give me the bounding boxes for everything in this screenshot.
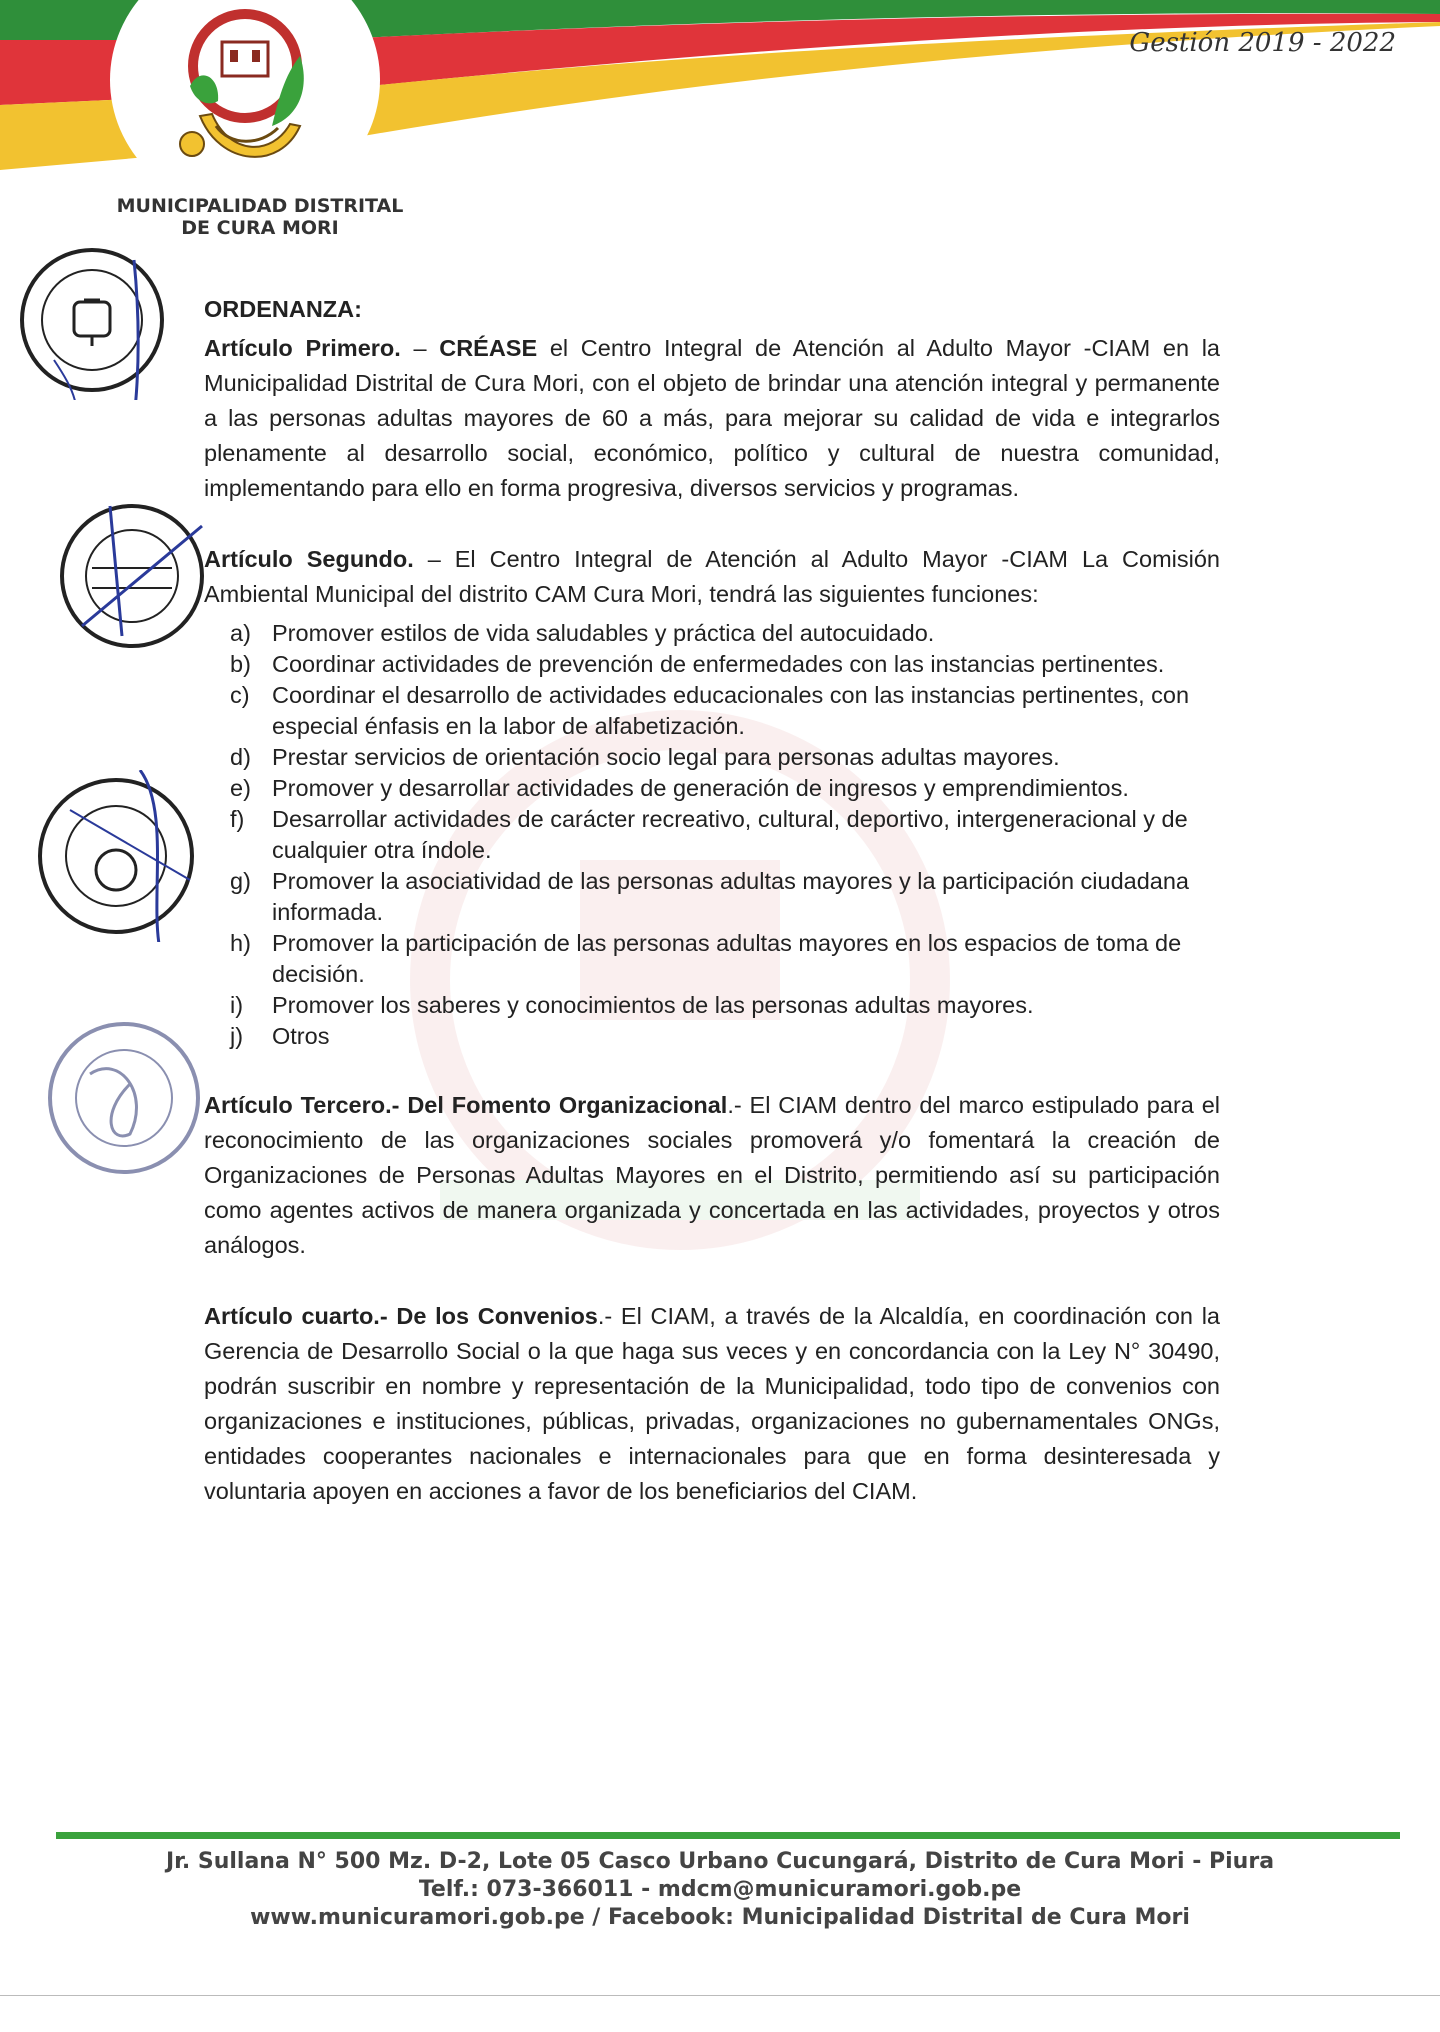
list-item bbox=[230, 618, 1220, 649]
article-third-label: Artículo Tercero.- Del Fomento Organizacional bbox=[204, 1092, 728, 1118]
article-first-sep: – bbox=[400, 335, 440, 361]
article-third-text: .- El CIAM dentro del marco estipulado para el reconocimiento de las organizaciones sociales promoverá y/o fomentará la creación de Organizaciones de Personas Adultas Mayores en el Distrito, permitiendo así su participación como agentes activos de manera organizada y concertada en las actividades, proyectos y otros análogos. bbox=[204, 1092, 1221, 1258]
article-second bbox=[204, 542, 1220, 612]
article-fourth bbox=[204, 1299, 1220, 1509]
list-item-text: Desarrollar actividades de carácter recreativo, cultural, deportivo, intergeneracional y de cualquier otra índole. bbox=[272, 806, 1188, 863]
footer-divider bbox=[56, 1832, 1400, 1839]
municipal-logo bbox=[160, 6, 330, 176]
list-item bbox=[230, 649, 1220, 680]
stamp-gerencia-municipal bbox=[52, 496, 212, 656]
list-item bbox=[230, 742, 1220, 773]
list-item-text: Promover los saberes y conocimientos de las personas adultas mayores. bbox=[272, 992, 1034, 1018]
footer-phone-email: Telf.: 073-366011 - mdcm@municuramori.gob.pe bbox=[418, 1877, 1022, 1902]
article-first-strong: CRÉASE bbox=[439, 335, 538, 361]
stamp-alcaldia bbox=[14, 240, 170, 400]
article-second-text: – El Centro Integral de Atención al Adulto Mayor -CIAM La Comisión Ambiental Municipal del distrito CAM Cura Mori, tendrá las siguientes funciones: bbox=[204, 546, 1220, 607]
bottom-rule bbox=[0, 1995, 1440, 1996]
list-marker: b) bbox=[230, 651, 251, 677]
article-third bbox=[204, 1088, 1220, 1263]
gestion-period: Gestión 2019 - 2022 bbox=[1129, 28, 1396, 58]
list-item-text: Coordinar actividades de prevención de enfermedades con las instancias pertinentes. bbox=[272, 651, 1165, 677]
municipality-name-line2: DE CURA MORI bbox=[181, 217, 339, 239]
list-item-text: Promover y desarrollar actividades de generación de ingresos y emprendimientos. bbox=[272, 775, 1129, 801]
list-item bbox=[230, 928, 1220, 990]
list-marker: j) bbox=[230, 1023, 244, 1049]
article-first bbox=[204, 331, 1220, 506]
list-marker: a) bbox=[230, 620, 251, 646]
list-marker: e) bbox=[230, 775, 251, 801]
ordinance-heading: ORDENANZA: bbox=[204, 296, 362, 322]
article-fourth-label: Artículo cuarto.- De los Convenios bbox=[204, 1303, 598, 1329]
list-item bbox=[230, 804, 1220, 866]
list-item bbox=[230, 680, 1220, 742]
list-marker: i) bbox=[230, 992, 244, 1018]
footer-address: Jr. Sullana N° 500 Mz. D-2, Lote 05 Casco Urbano Cucungará, Distrito de Cura Mori - Piura bbox=[165, 1849, 1275, 1874]
list-marker: f) bbox=[230, 806, 245, 832]
stamp-desarrollo-social bbox=[40, 1014, 208, 1182]
functions-list bbox=[204, 618, 1220, 1052]
list-marker: h) bbox=[230, 930, 251, 956]
list-item bbox=[230, 773, 1220, 804]
list-item bbox=[230, 866, 1220, 928]
ordinance-body bbox=[204, 292, 1220, 1509]
municipality-name-line1: MUNICIPALIDAD DISTRITAL bbox=[116, 195, 404, 217]
list-item-text: Otros bbox=[272, 1023, 330, 1049]
list-item-text: Promover la asociatividad de las personas adultas mayores y la participación ciudadana informada. bbox=[272, 868, 1190, 925]
list-marker: c) bbox=[230, 682, 250, 708]
footer-web-facebook: www.municuramori.gob.pe / Facebook: Municipalidad Distrital de Cura Mori bbox=[250, 1905, 1190, 1930]
list-item-text: Coordinar el desarrollo de actividades educacionales con las instancias pertinentes, con especial énfasis en la labor de alfabetización. bbox=[272, 682, 1190, 739]
article-fourth-text: .- El CIAM, a través de la Alcaldía, en coordinación con la Gerencia de Desarrollo Social o la que haga sus veces y en concordancia con la Ley N° 30490, podrán suscribir en nombre y representación de la Municipalidad, todo tipo de convenios con organizaciones e instituciones, públicas, privadas, organizaciones no gubernamentales ONGs, entidades cooperantes nacionales e internacionales para que en forma desinteresada y voluntaria apoyen en acciones a favor de los beneficiarios del CIAM. bbox=[204, 1303, 1220, 1504]
municipality-name bbox=[90, 195, 430, 239]
list-item-text: Promover la participación de las personas adultas mayores en los espacios de toma de decisión. bbox=[272, 930, 1182, 987]
list-item bbox=[230, 990, 1220, 1021]
stamp-asesoria-juridica bbox=[30, 770, 202, 942]
article-first-label: Artículo Primero. bbox=[204, 335, 401, 361]
footer-contact bbox=[0, 1848, 1440, 1932]
list-item bbox=[230, 1021, 1220, 1052]
article-second-label: Artículo Segundo. bbox=[204, 546, 414, 572]
article-first-text: el Centro Integral de Atención al Adulto Mayor -CIAM en la Municipalidad Distrital de Cura Mori, con el objeto de brindar una atención integral y permanente a las personas adultas mayores de 60 a más, para mejorar su calidad de vida e integrarlos plenamente al desarrollo social, económico, político y cultural de nuestra comunidad, implementando para ello en forma progresiva, diversos servicios y programas. bbox=[204, 335, 1220, 501]
list-marker: g) bbox=[230, 868, 251, 894]
list-item-text: Promover estilos de vida saludables y práctica del autocuidado. bbox=[272, 620, 935, 646]
list-item-text: Prestar servicios de orientación socio legal para personas adultas mayores. bbox=[272, 744, 1060, 770]
list-marker: d) bbox=[230, 744, 251, 770]
